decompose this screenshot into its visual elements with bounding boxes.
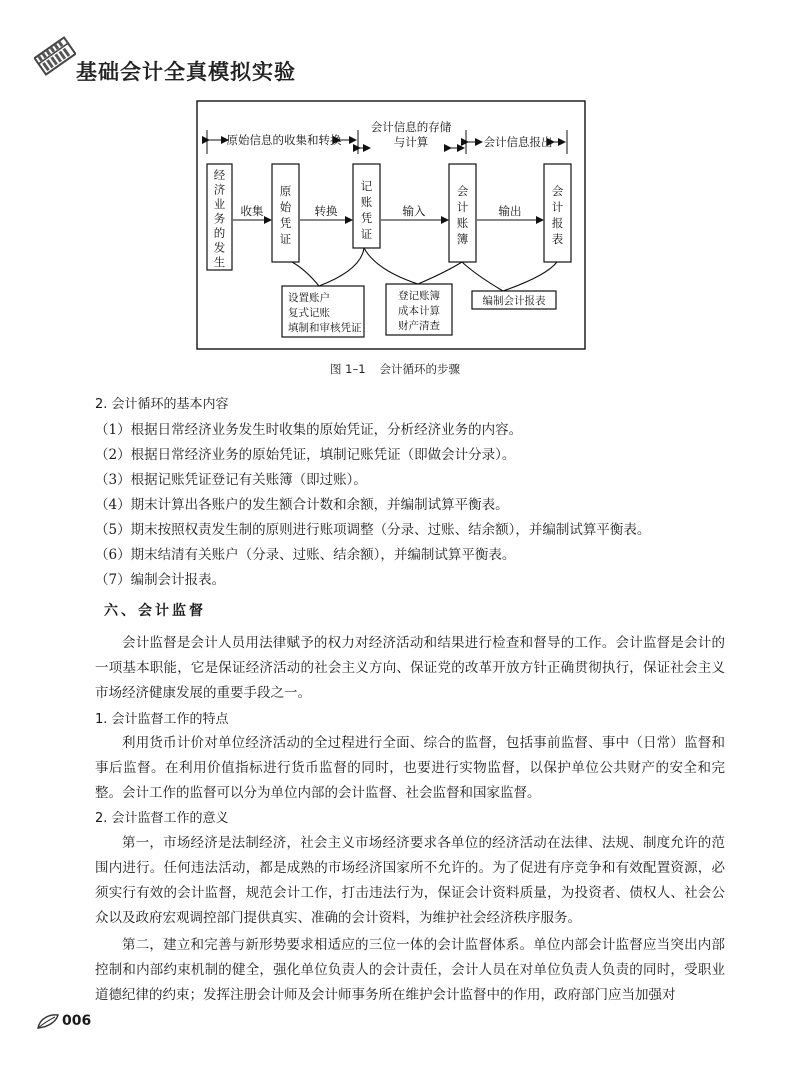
list-item: （2）根据日常经济业务的原始凭证，填制记账凭证（即做会计分录）。 [95,447,516,463]
stage-label-reporting: 会计信息报出 [483,135,553,149]
svg-text:报: 报 [551,216,564,230]
sub1-heading: 1. 会计监督工作的特点 [95,712,229,727]
bottom-box-books [386,284,452,335]
svg-text:表: 表 [551,232,564,246]
svg-text:财产清查: 财产清查 [398,320,440,332]
svg-text:收集: 收集 [240,204,264,218]
list-item: （7）编制会计报表。 [95,572,226,588]
stage-label-storage-2: 与计算 [393,135,429,149]
svg-text:计: 计 [551,200,564,214]
accounting-cycle-diagram [196,100,586,350]
svg-text:凭: 凭 [360,211,373,225]
svg-text:填制和审核凭证: 填制和审核凭证 [288,322,362,334]
svg-text:输入: 输入 [402,204,426,218]
svg-text:生: 生 [213,255,226,269]
figure-caption-number: 图 1–1 [329,362,366,376]
stage-bracket-storage [358,120,464,154]
page-footer [36,1010,156,1032]
node-accounting-report [544,164,571,262]
node-account-book [449,164,476,262]
svg-text:经: 经 [213,168,226,182]
svg-text:输出: 输出 [498,204,522,218]
arrow-input [381,204,448,220]
svg-text:发: 发 [213,240,226,255]
stage-bracket-collection [207,130,356,154]
arrow-output [477,204,543,220]
svg-text:的: 的 [213,226,226,240]
svg-text:会: 会 [551,184,564,198]
svg-text:记: 记 [360,179,373,193]
sub2-paragraph-1: 第一，市场经济是法制经济，社会主义市场经济要求各单位的经济活动在法律、法规、制度允许的范围内进行。任何违法活动，都是成熟的市场经济国家所不允许的。为了促进有序竞争和有效配置资源，必须实行有效的会计监督，规范会计工作，打击违法行为，保证会计资料质量，为投资者、债权人、社会公众以及政府宏观调控部门提供真实、准确的会计资料，为维护社会经济秩序服务。 [95,835,725,926]
svg-text:复式记账: 复式记账 [288,307,330,319]
svg-text:账: 账 [360,195,373,209]
svg-text:凭: 凭 [279,216,292,230]
abacus-logo-icon [34,34,76,78]
node-original-voucher [272,164,299,262]
svg-text:业: 业 [213,197,226,211]
arrow-convert [300,204,352,220]
svg-text:会: 会 [456,184,469,198]
svg-text:计: 计 [456,200,469,214]
list-item: （1）根据日常经济业务发生时收集的原始凭证，分析经济业务的内容。 [95,422,523,438]
stage-bracket-reporting [466,130,567,154]
section6-heading: 六、会计监督 [104,603,206,619]
svg-text:簿: 簿 [456,232,469,246]
bottom-box-reports [472,291,556,309]
node-economic-business [207,164,232,270]
section2-heading: 2. 会计循环的基本内容 [95,397,229,412]
list-item: （4）期末计算出各账户的发生额合计数和余额，并编制试算平衡表。 [95,497,509,513]
svg-text:济: 济 [213,182,226,197]
stage-label-storage-1: 会计信息的存储 [370,120,452,134]
svg-text:证: 证 [360,227,373,241]
svg-text:账: 账 [456,216,469,230]
section6-intro: 会计监督是会计人员用法律赋予的权力对经济活动和结果进行检查和督导的工作。会计监督是会计的一项基本职能，它是保证经济活动的社会主义方向、保证党的改革开放方针正确贯彻执行，保证社会主义市场经济健康发展的重要手段之一。 [95,635,725,701]
svg-text:原: 原 [279,184,292,198]
list-item: （3）根据记账凭证登记有关账簿（即过账）。 [95,472,367,488]
svg-text:始: 始 [279,200,292,214]
figure-caption-title: 会计循环的步骤 [379,362,461,376]
page-number: 006 [62,1013,92,1029]
list-item: （5）期末按照权责发生制的原则进行账项调整（分录、过账、结余额），并编制试算平衡表。 [95,522,651,538]
leaf-icon [36,1012,60,1030]
node-bookkeeping-voucher [353,164,380,248]
book-title: 基础会计全真模拟实验 [76,60,296,84]
svg-text:编制会计报表: 编制会计报表 [482,295,546,307]
arrow-collect [233,204,271,220]
figure-caption [0,361,790,377]
sub1-paragraph: 利用货币计价对单位经济活动的全过程进行全面、综合的监督，包括事前监督、事中（日常）监督和事后监督。在利用价值指标进行货币监督的同时，也要进行实物监督，以保护单位公共财产的安全和完整。会计工作的监督可以分为单位内部的会计监督、社会监督和国家监督。 [95,735,725,801]
list-item: （6）期末结清有关账户（分录、过账、结余额），并编制试算平衡表。 [95,547,516,563]
svg-text:务: 务 [213,211,226,226]
sub2-heading: 2. 会计监督工作的意义 [95,811,229,826]
sub2-paragraph-2: 第二，建立和完善与新形势要求相适应的三位一体的会计监督体系。单位内部会计监督应当突出内部控制和内部约束机制的健全，强化单位负责人的会计责任，会计人员在对单位负责人负责的同时，受职业道德纪律的约束；发挥注册会计师及会计师事务所在维护会计监督中的作用，政府部门应当加强对 [95,937,725,1003]
bottom-box-accounts [282,286,364,337]
svg-text:设置账户: 设置账户 [288,292,330,304]
stage-label-collection: 原始信息的收集和转换 [226,133,342,147]
svg-text:登记账簿: 登记账簿 [398,290,440,302]
svg-text:转换: 转换 [314,204,338,218]
svg-text:成本计算: 成本计算 [398,305,440,317]
svg-text:证: 证 [279,232,292,246]
page-header [34,30,454,86]
